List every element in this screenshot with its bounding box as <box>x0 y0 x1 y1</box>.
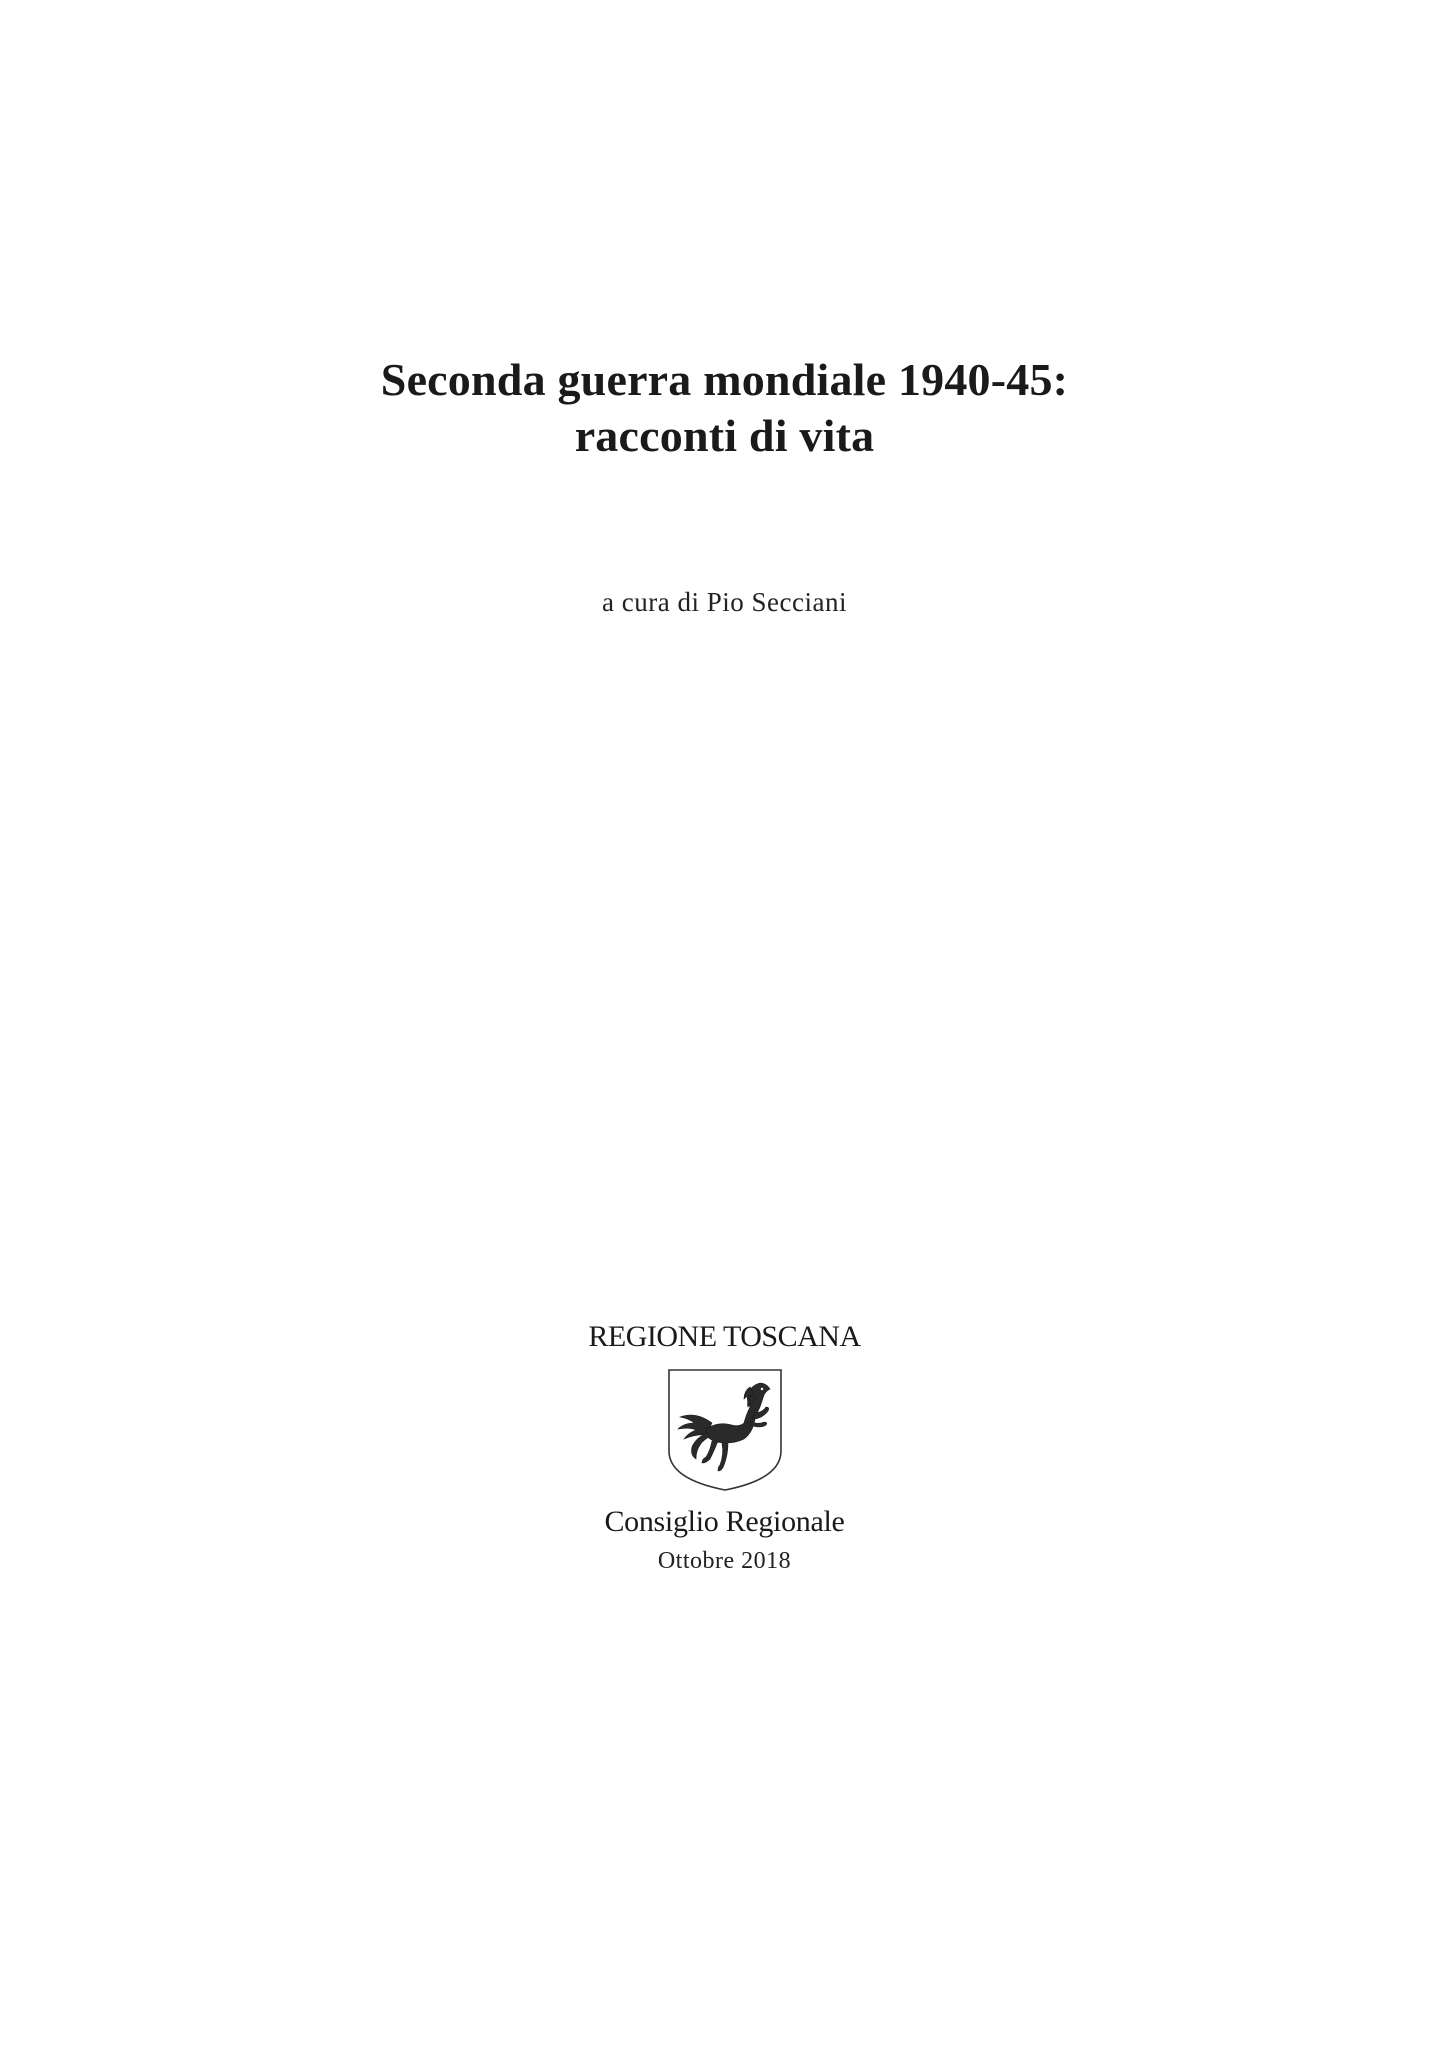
region-name: REGIONE TOSCANA <box>588 1320 861 1353</box>
book-title <box>0 352 1449 464</box>
publication-date: Ottobre 2018 <box>657 1548 792 1574</box>
pegasus-shield-icon <box>666 1367 784 1493</box>
book-title-line-1: Seconda guerra mondiale 1940-45: <box>380 354 1069 405</box>
book-title-line-2: racconti di vita <box>574 410 875 461</box>
editor-credit: a cura di Pio Secciani <box>602 587 847 617</box>
publisher-block <box>0 1319 1449 1577</box>
council-name: Consiglio Regionale <box>604 1505 845 1538</box>
